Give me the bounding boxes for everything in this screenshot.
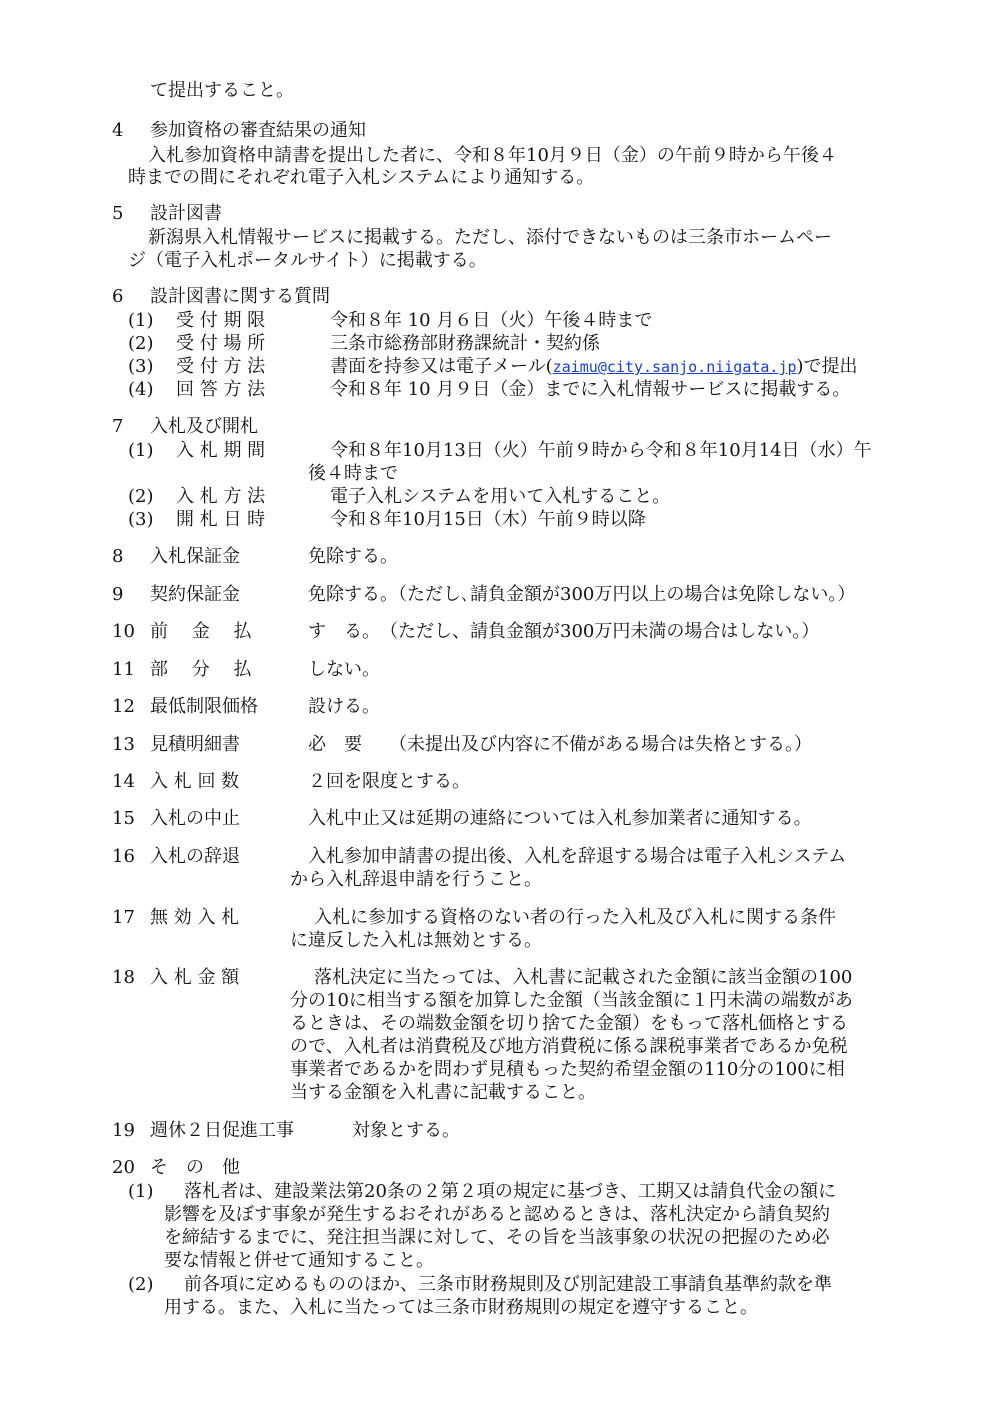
section-5-body-line: ジ（電子入札ポータルサイト）に掲載する。 xyxy=(128,250,487,271)
section-7-number: 7 xyxy=(112,416,124,437)
section-11-label: 部 分 払 xyxy=(150,659,252,680)
section-10-text: す る。 （ただし、請負金額が300万円未満の場合はしない。） xyxy=(308,621,820,642)
item-text-continued: 後４時まで xyxy=(308,463,398,484)
section-4-heading: 参加資格の審査結果の通知 xyxy=(150,120,366,141)
section-17-label: 無 効 入 札 xyxy=(150,907,240,928)
section-8-text: 免除する。 xyxy=(308,546,398,567)
section-8-label: 入札保証金 xyxy=(150,546,240,567)
section-5-heading: 設計図書 xyxy=(150,203,222,224)
email-prefix-text: 書面を持参又は電子メール( xyxy=(330,356,553,377)
section-17-text-line: 入札に参加する資格のない者の行った入札及び入札に関する条件 xyxy=(314,907,836,928)
item-label: 回 答 方 法 xyxy=(176,379,266,400)
item-text-line: を締結するまでに、発注担当課に対して、その旨を当該事象の状況の把握のため必 xyxy=(164,1227,830,1248)
item-number: (2) xyxy=(128,486,154,507)
section-4-body-line: 時までの間にそれぞれ電子入札システムにより通知する。 xyxy=(128,167,595,188)
section-13-number: 13 xyxy=(112,734,135,755)
section-18-text-line: 分の10に相当する額を加算した金額（当該金額に１円未満の端数があ xyxy=(290,990,853,1011)
section-4-body-line: 入札参加資格申請書を提出した者に、令和８年10月９日（金）の午前９時から午後４ xyxy=(148,145,837,166)
section-15-label: 入札の中止 xyxy=(150,808,240,829)
section-19-number: 19 xyxy=(112,1120,135,1141)
section-16-text-line: から入札辞退申請を行うこと。 xyxy=(290,869,542,890)
section-18-number: 18 xyxy=(112,967,135,988)
item-label: 受 付 場 所 xyxy=(176,333,266,354)
section-16-text-line: 入札参加申請書の提出後、入札を辞退する場合は電子入札システム xyxy=(308,846,847,867)
section-15-number: 15 xyxy=(112,808,135,829)
item-text-line: 落札者は、建設業法第20条の２第２項の規定に基づき、工期又は請負代金の額に xyxy=(184,1181,837,1202)
section-13-label: 見積明細書 xyxy=(150,734,240,755)
section-17-number: 17 xyxy=(112,907,135,928)
section-12-text: 設ける。 xyxy=(308,696,380,717)
section-6-heading: 設計図書に関する質問 xyxy=(150,286,330,307)
section-18-text-line: るときは、その端数金額を切り捨てた金額）をもって落札価格とする xyxy=(290,1013,848,1034)
section-17-text-line: に違反した入札は無効とする。 xyxy=(290,930,542,951)
section-18-text-line: ので、入札者は消費税及び地方消費税に係る課税事業者であるか免税 xyxy=(290,1036,848,1057)
item-text: 令和８年10月15日（木）午前９時以降 xyxy=(330,509,646,530)
item-number: (1) xyxy=(128,1181,154,1202)
section-4-number: 4 xyxy=(112,120,124,141)
section-20-number: 20 xyxy=(112,1157,135,1178)
item-text: 電子入札システムを用いて入札すること。 xyxy=(330,486,671,507)
item-number: (2) xyxy=(128,333,154,354)
section-9-label: 契約保証金 xyxy=(150,584,240,605)
item-label: 入 札 期 間 xyxy=(176,440,266,461)
section-16-label: 入札の辞退 xyxy=(150,846,240,867)
item-label: 開 札 日 時 xyxy=(176,509,266,530)
email-suffix-text: )で提出 xyxy=(796,356,858,377)
section-5-number: 5 xyxy=(112,203,124,224)
item-number: (1) xyxy=(128,310,154,331)
section-6-number: 6 xyxy=(112,286,124,307)
item-label: 受 付 期 限 xyxy=(176,310,266,331)
item-text xyxy=(330,356,858,378)
section-18-text-line: 当する金額を入札書に記載すること。 xyxy=(290,1082,596,1103)
section-7-heading: 入札及び開札 xyxy=(150,416,258,437)
item-text: 令和８年 10 月９日（金）までに入札情報サービスに掲載する。 xyxy=(330,379,851,400)
item-text-line: 要な情報と併せて通知すること。 xyxy=(164,1250,434,1271)
item-number: (1) xyxy=(128,440,154,461)
section-14-label: 入 札 回 数 xyxy=(150,771,240,792)
item-label: 入 札 方 法 xyxy=(176,486,266,507)
section-10-number: 10 xyxy=(112,621,135,642)
section-5-body-line: 新潟県入札情報サービスに掲載する。ただし、添付できないものは三条市ホームペー xyxy=(148,227,832,248)
section-15-text: 入札中止又は延期の連絡については入札参加業者に通知する。 xyxy=(308,808,812,829)
section-19-label: 週休２日促進工事 xyxy=(150,1120,294,1141)
section-11-text: しない。 xyxy=(308,659,380,680)
section-20-heading: そ の 他 xyxy=(150,1157,240,1178)
item-text-line: 影響を及ぼす事象が発生するおそれがあると認めるときは、落札決定から請負契約 xyxy=(164,1204,830,1225)
section-14-text: ２回を限度とする。 xyxy=(308,771,470,792)
section-12-label: 最低制限価格 xyxy=(150,696,258,717)
section-18-label: 入 札 金 額 xyxy=(150,967,240,988)
section-9-number: 9 xyxy=(112,584,124,605)
item-number: (4) xyxy=(128,379,154,400)
section-18-text-line: 事業者であるかを問わず見積もった契約希望金額の110分の100に相 xyxy=(290,1059,845,1080)
item-text: 三条市総務部財務課統計・契約係 xyxy=(330,333,600,354)
section-14-number: 14 xyxy=(112,771,135,792)
item-text: 令和８年10月13日（火）午前９時から令和８年10月14日（水）午 xyxy=(330,440,872,461)
item-number: (3) xyxy=(128,509,154,530)
item-text: 令和８年 10 月６日（火）午後４時まで xyxy=(330,310,653,331)
section-18-text-line: 落札決定に当たっては、入札書に記載された金額に該当金額の100 xyxy=(314,967,853,988)
item-number: (2) xyxy=(128,1274,154,1295)
section-10-label: 前 金 払 xyxy=(150,621,252,642)
item-number: (3) xyxy=(128,356,154,377)
section-9-text: 免除する。（ただし､請負金額が300万円以上の場合は免除しない。） xyxy=(308,584,856,605)
section-19-text: 対象とする。 xyxy=(352,1120,460,1141)
section-12-number: 12 xyxy=(112,696,135,717)
continuation-text: て提出すること。 xyxy=(150,80,294,101)
section-16-number: 16 xyxy=(112,846,135,867)
item-label: 受 付 方 法 xyxy=(176,356,266,377)
item-text-line: 用する。また、入札に当たっては三条市財務規則の規定を遵守すること。 xyxy=(164,1297,758,1318)
email-link[interactable]: zaimu@city.sanjo.niigata.jp xyxy=(552,358,797,376)
item-text-line: 前各項に定めるもののほか、三条市財務規則及び別記建設工事請負基準約款を準 xyxy=(184,1274,832,1295)
section-13-text: 必 要 （未提出及び内容に不備がある場合は失格とする。） xyxy=(308,734,812,755)
section-8-number: 8 xyxy=(112,546,124,567)
section-11-number: 11 xyxy=(112,659,135,680)
